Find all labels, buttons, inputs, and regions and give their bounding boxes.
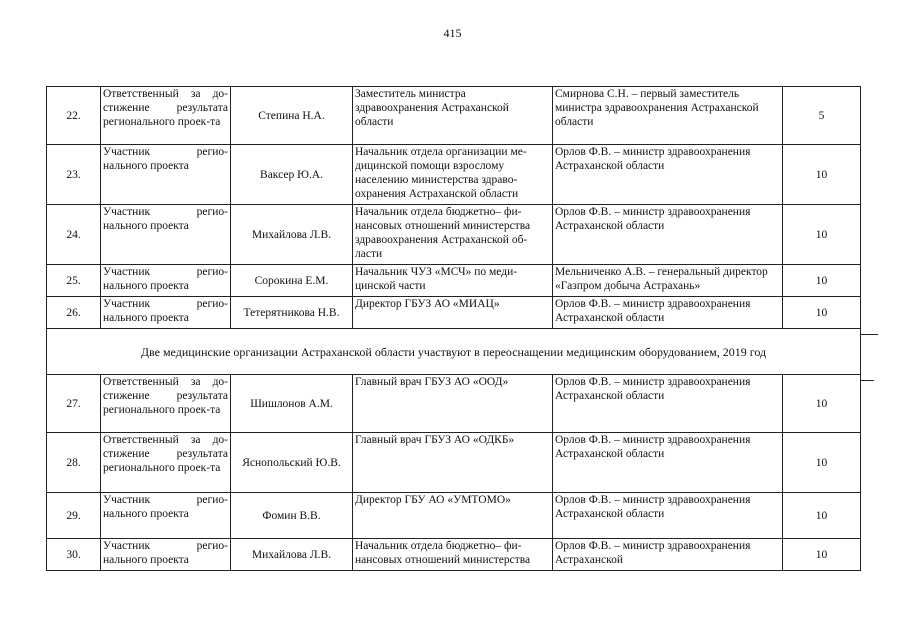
supervisor-cell: Орлов Ф.В. – министр здравоохранения Астраханской области <box>553 205 783 265</box>
row-number: 25. <box>47 265 101 297</box>
row-number: 29. <box>47 493 101 539</box>
scan-rule-line <box>860 334 878 335</box>
table-row <box>47 265 861 297</box>
table-row <box>47 433 861 493</box>
table-row <box>47 375 861 433</box>
scan-rule-line <box>860 380 874 381</box>
score-cell: 10 <box>783 205 861 265</box>
name-cell: Михайлова Л.В. <box>231 539 353 571</box>
row-number: 26. <box>47 297 101 329</box>
position-cell: Главный врач ГБУЗ АО «ОДКБ» <box>353 433 553 493</box>
responsibility-table <box>46 86 861 571</box>
role-cell: Участник регио-нального проекта <box>101 539 231 571</box>
position-cell: Начальник отдела организации ме-дицинской помощи взрослому населению министерства здраво-охранения Астраханской области <box>353 145 553 205</box>
supervisor-cell: Орлов Ф.В. – министр здравоохранения Астраханской области <box>553 433 783 493</box>
role-cell: Участник регио-нального проекта <box>101 297 231 329</box>
role-cell: Участник регио-нального проекта <box>101 145 231 205</box>
position-cell: Директор ГБУ АО «УМТОМО» <box>353 493 553 539</box>
score-cell: 10 <box>783 539 861 571</box>
row-number: 24. <box>47 205 101 265</box>
table-row <box>47 145 861 205</box>
position-cell: Главный врач ГБУЗ АО «ООД» <box>353 375 553 433</box>
row-number: 30. <box>47 539 101 571</box>
section-heading-row <box>47 329 861 375</box>
position-cell: Директор ГБУЗ АО «МИАЦ» <box>353 297 553 329</box>
name-cell: Фомин В.В. <box>231 493 353 539</box>
table-row <box>47 539 861 571</box>
table-row <box>47 493 861 539</box>
supervisor-cell: Орлов Ф.В. – министр здравоохранения Астраханской области <box>553 493 783 539</box>
score-cell: 5 <box>783 87 861 145</box>
position-cell: Заместитель министра здравоохранения Астраханской области <box>353 87 553 145</box>
section-heading: Две медицинские организации Астраханской области участвуют в переоснащении медицинским оборудованием, 2019 год <box>47 329 861 375</box>
supervisor-cell: Мельниченко А.В. – генеральный директор «Газпром добыча Астрахань» <box>553 265 783 297</box>
supervisor-cell: Орлов Ф.В. – министр здравоохранения Астраханской области <box>553 145 783 205</box>
name-cell: Михайлова Л.В. <box>231 205 353 265</box>
table-row <box>47 297 861 329</box>
score-cell: 10 <box>783 265 861 297</box>
score-cell: 10 <box>783 493 861 539</box>
name-cell: Степина Н.А. <box>231 87 353 145</box>
position-cell: Начальник отдела бюджетно– фи-нансовых отношений министерства здравоохранения Астраханской об-ласти <box>353 205 553 265</box>
role-cell: Ответственный за до-стижение результата регионального проек-та <box>101 87 231 145</box>
role-cell: Участник регио-нального проекта <box>101 265 231 297</box>
row-number: 23. <box>47 145 101 205</box>
row-number: 22. <box>47 87 101 145</box>
supervisor-cell: Орлов Ф.В. – министр здравоохранения Астраханской области <box>553 297 783 329</box>
role-cell: Ответственный за до-стижение результата регионального проек-та <box>101 433 231 493</box>
name-cell: Ваксер Ю.А. <box>231 145 353 205</box>
row-number: 28. <box>47 433 101 493</box>
role-cell: Участник регио-нального проекта <box>101 205 231 265</box>
supervisor-cell: Орлов Ф.В. – министр здравоохранения Астраханской <box>553 539 783 571</box>
score-cell: 10 <box>783 297 861 329</box>
table-row <box>47 87 861 145</box>
page-number: 415 <box>443 26 462 40</box>
position-cell: Начальник отдела бюджетно– фи-нансовых отношений министерства <box>353 539 553 571</box>
table-row <box>47 205 861 265</box>
supervisor-cell: Орлов Ф.В. – министр здравоохранения Астраханской области <box>553 375 783 433</box>
score-cell: 10 <box>783 433 861 493</box>
name-cell: Тетерятникова Н.В. <box>231 297 353 329</box>
name-cell: Яснопольский Ю.В. <box>231 433 353 493</box>
name-cell: Сорокина Е.М. <box>231 265 353 297</box>
name-cell: Шишлонов А.М. <box>231 375 353 433</box>
row-number: 27. <box>47 375 101 433</box>
role-cell: Ответственный за до-стижение результата регионального проек-та <box>101 375 231 433</box>
supervisor-cell: Смирнова С.Н. – первый заместитель министра здравоохранения Астраханской области <box>553 87 783 145</box>
position-cell: Начальник ЧУЗ «МСЧ» по меди-цинской части <box>353 265 553 297</box>
role-cell: Участник регио-нального проекта <box>101 493 231 539</box>
score-cell: 10 <box>783 375 861 433</box>
score-cell: 10 <box>783 145 861 205</box>
